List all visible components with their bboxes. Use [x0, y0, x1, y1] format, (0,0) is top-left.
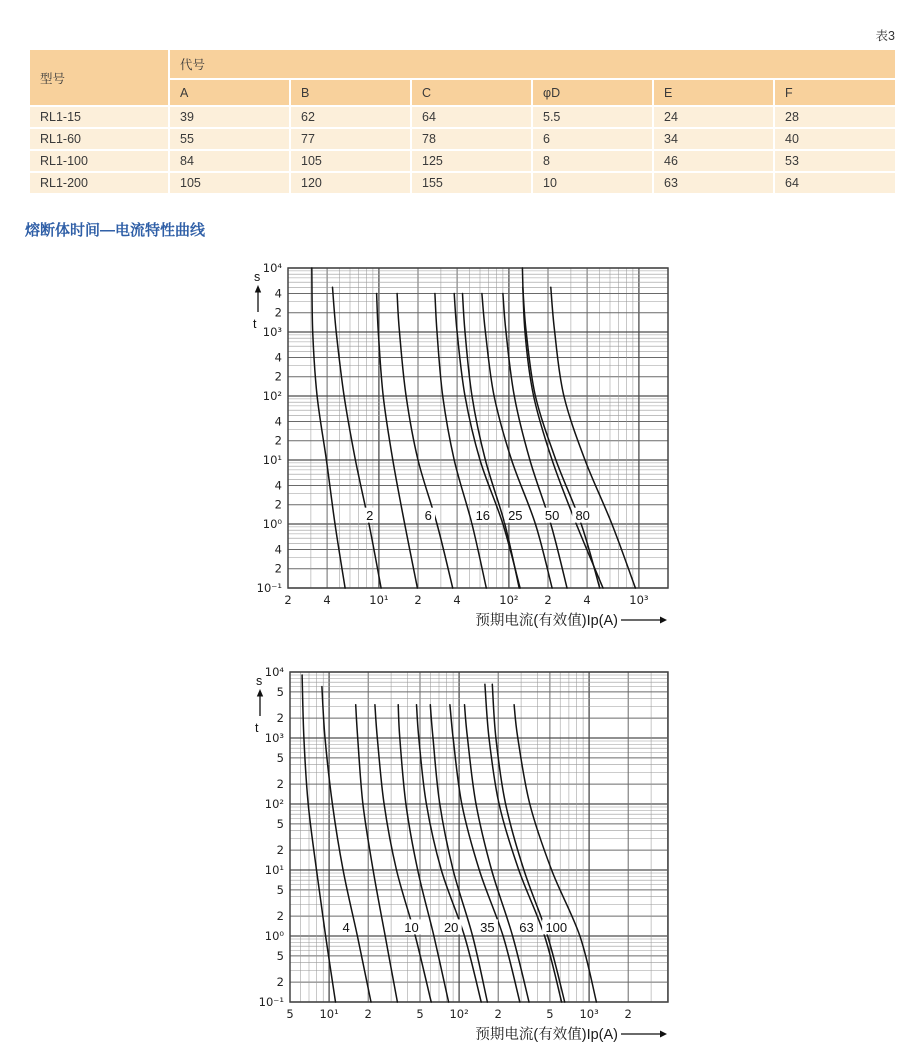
x-tick-label: 4	[583, 593, 591, 607]
x-tick-label: 2	[494, 1007, 502, 1021]
header-col-b: B	[290, 79, 411, 106]
y-tick-label: 5	[276, 882, 284, 897]
cell-value: 39	[169, 106, 290, 128]
y-tick-label: 10³	[264, 731, 284, 745]
header-col-c: C	[411, 79, 532, 106]
curve-20-min	[398, 705, 448, 1002]
x-tick-label: 5	[286, 1007, 294, 1021]
cell-value: 77	[290, 128, 411, 150]
y-tick-label: 4	[274, 414, 282, 429]
y-tick-label: 4	[274, 350, 282, 365]
table-row	[29, 106, 896, 128]
x-tick-label: 5	[546, 1007, 554, 1021]
table-number-label: 表3	[875, 29, 895, 43]
y-tick-label: 4	[274, 286, 282, 301]
cell-value: 24	[653, 106, 774, 128]
cell-value: 155	[411, 172, 532, 194]
y-tick-label: 10⁴	[264, 665, 284, 679]
y-tick-label: 10²	[262, 389, 282, 403]
curve-rating-label: 63	[519, 919, 534, 935]
x-axis-arrowhead-icon	[660, 1031, 667, 1038]
x-tick-label: 10¹	[369, 593, 389, 607]
y-tick-label: 10⁰	[262, 517, 282, 531]
curve-rating-label: 10	[404, 919, 419, 935]
header-model: 型号	[29, 49, 169, 106]
curve-labels	[363, 508, 593, 524]
curve-80-min	[522, 268, 603, 588]
x-tick-label: 5	[416, 1007, 424, 1021]
x-tick-label: 2	[414, 593, 422, 607]
x-tick-label: 10²	[499, 593, 519, 607]
cell-value: 125	[411, 150, 532, 172]
curve-100-max	[514, 705, 596, 1002]
header-col-f: F	[774, 79, 896, 106]
y-tick-label: 10⁻¹	[258, 995, 284, 1009]
x-tick-label: 10¹	[319, 1007, 339, 1021]
cell-value: 46	[653, 150, 774, 172]
curve-rating-label: 25	[508, 508, 523, 524]
y-tick-label: 10¹	[264, 863, 284, 877]
curve-rating-label: 80	[575, 508, 590, 524]
x-axis-title: 预期电流(有效值)Ip(A)	[475, 613, 618, 629]
cell-value: 34	[653, 128, 774, 150]
y-tick-label: 10⁴	[262, 261, 282, 275]
y-axis-arrowhead-icon	[257, 689, 263, 697]
curve-rating-label: 6	[424, 508, 432, 524]
y-tick-label: 10⁻¹	[256, 581, 282, 595]
y-tick-label: 2	[276, 843, 284, 858]
cell-model: RL1-15	[29, 106, 169, 128]
cell-value: 63	[653, 172, 774, 194]
y-axis-unit: s	[256, 674, 263, 688]
x-tick-label: 10³	[579, 1007, 599, 1021]
y-tick-label: 10¹	[262, 453, 282, 467]
y-tick-label: 2	[274, 497, 282, 512]
header-col-d: φD	[532, 79, 653, 106]
curve-rating-label: 35	[480, 919, 495, 935]
x-tick-label: 2	[624, 1007, 632, 1021]
y-tick-label: 5	[276, 750, 284, 765]
y-tick-label: 5	[276, 948, 284, 963]
x-tick-label: 10²	[449, 1007, 469, 1021]
time-current-chart-upper	[240, 260, 680, 642]
x-tick-label: 4	[323, 593, 331, 607]
y-tick-label: 2	[274, 305, 282, 320]
x-axis-title: 预期电流(有效值)Ip(A)	[475, 1027, 618, 1043]
cell-value: 64	[411, 106, 532, 128]
table-row	[29, 128, 896, 150]
cell-value: 78	[411, 128, 532, 150]
x-tick-label: 2	[364, 1007, 372, 1021]
curve-35-max	[450, 705, 520, 1002]
curve-rating-label: 50	[544, 508, 560, 524]
x-tick-label: 2	[544, 593, 552, 607]
cell-model: RL1-100	[29, 150, 169, 172]
table-header-row	[29, 49, 896, 79]
y-tick-label: 2	[276, 711, 284, 726]
y-tick-label: 2	[274, 561, 282, 576]
cell-value: 105	[169, 172, 290, 194]
cell-value: 6	[532, 128, 653, 150]
cell-value: 40	[774, 128, 896, 150]
cell-value: 8	[532, 150, 653, 172]
y-axis-unit: s	[254, 270, 261, 284]
curve-rating-label: 100	[545, 919, 568, 935]
table-row	[29, 150, 896, 172]
cell-value: 62	[290, 106, 411, 128]
cell-value: 53	[774, 150, 896, 172]
y-tick-label: 5	[276, 684, 284, 699]
y-tick-label: 2	[276, 975, 284, 990]
cell-model: RL1-60	[29, 128, 169, 150]
y-tick-label: 4	[274, 478, 282, 493]
y-axis-arrowhead-icon	[255, 285, 261, 293]
cell-model: RL1-200	[29, 172, 169, 194]
section-title: 熔断体时间—电流特性曲线	[25, 222, 206, 239]
cell-value: 84	[169, 150, 290, 172]
y-tick-label: 10³	[262, 325, 282, 339]
table-row	[29, 172, 896, 194]
dimensions-table	[28, 48, 897, 195]
y-tick-label: 10⁰	[264, 929, 284, 943]
grid	[290, 672, 668, 1002]
x-tick-label: 4	[453, 593, 461, 607]
y-tick-label: 10²	[264, 797, 284, 811]
header-code: 代号	[169, 49, 896, 79]
y-axis-var: t	[255, 721, 259, 735]
y-tick-label: 2	[274, 433, 282, 448]
cell-value: 120	[290, 172, 411, 194]
curve-rating-label: 20	[443, 919, 459, 935]
curve-100-min	[492, 684, 564, 1002]
x-tick-label: 10³	[629, 593, 649, 607]
x-axis-arrowhead-icon	[660, 617, 667, 624]
y-tick-label: 5	[276, 816, 284, 831]
header-col-a: A	[169, 79, 290, 106]
x-tick-label: 2	[284, 593, 292, 607]
curve-labels	[339, 919, 570, 935]
y-tick-label: 2	[276, 777, 284, 792]
curve-rating-label: 4	[342, 919, 350, 935]
cell-value: 64	[774, 172, 896, 194]
cell-value: 5.5	[532, 106, 653, 128]
y-tick-label: 2	[274, 369, 282, 384]
header-col-e: E	[653, 79, 774, 106]
y-tick-label: 2	[276, 909, 284, 924]
cell-value: 28	[774, 106, 896, 128]
time-current-chart-lower	[240, 660, 680, 1047]
cell-value: 55	[169, 128, 290, 150]
curve-10-max	[375, 705, 431, 1002]
curve-rating-label: 16	[475, 508, 491, 524]
cell-value: 105	[290, 150, 411, 172]
cell-value: 10	[532, 172, 653, 194]
y-axis-var: t	[253, 317, 257, 331]
y-tick-label: 4	[274, 542, 282, 557]
curve-2-min	[312, 268, 345, 588]
curve-rating-label: 2	[366, 508, 374, 524]
